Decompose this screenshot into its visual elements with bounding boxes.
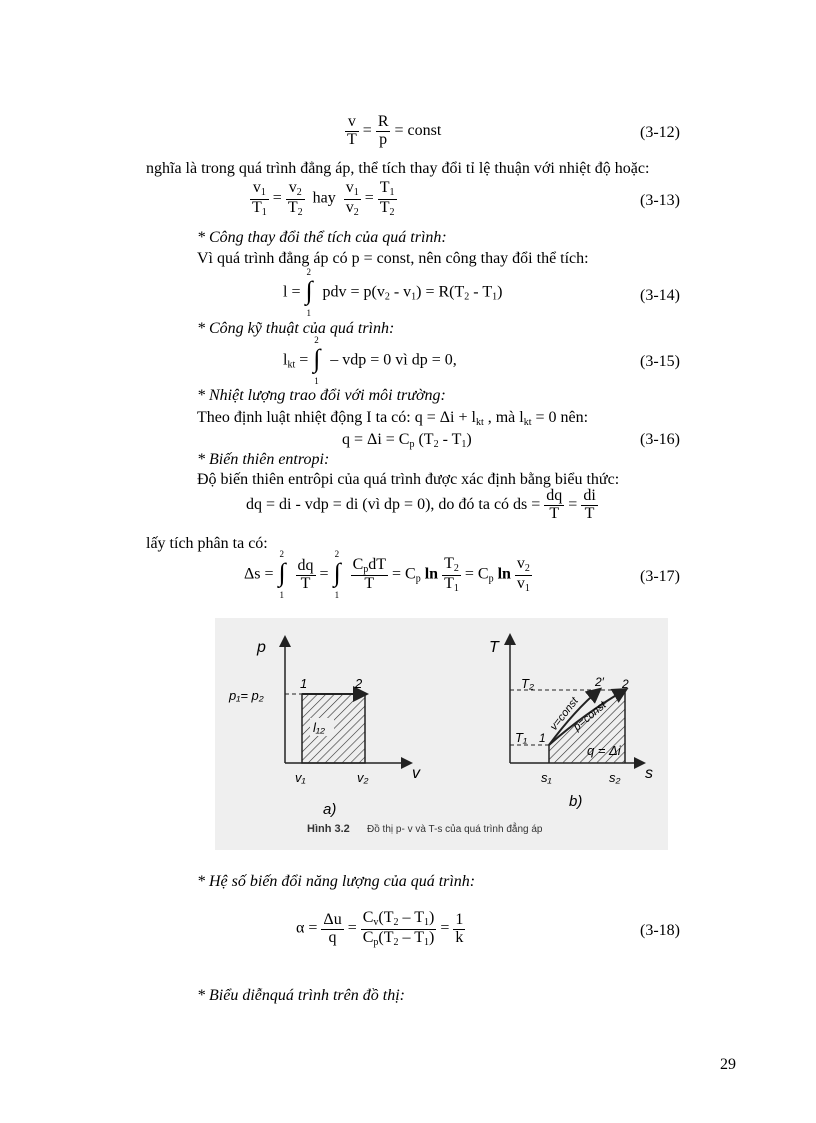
body-text: lấy tích phân ta có: bbox=[146, 535, 268, 552]
label-v-const: v=const bbox=[547, 695, 581, 733]
body-text: Độ biến thiên entrôpi của quá trình được xác định bằng biểu thức: bbox=[197, 471, 620, 488]
symbol: v bbox=[288, 179, 297, 196]
equation-3-15: $l_{kt}$ = 2 ∫ 1 – vdp = 0 vì dp = 0, bbox=[283, 335, 457, 386]
body-text: Theo định luật nhiệt động I ta có: $q = \Delta i + l_{kt}$ , mà $l_{kt} = 0$ nên: bbox=[197, 409, 589, 428]
equation-text: l = bbox=[283, 283, 301, 301]
section-heading: * Biến thiên entropi: bbox=[197, 451, 330, 468]
area-label-l12: l₁₂ bbox=[313, 720, 325, 735]
equation-number: (3-14) bbox=[640, 287, 680, 304]
subscript: kt bbox=[287, 359, 296, 371]
body-text: nghĩa là trong quá trình đẳng áp, thể tích thay đổi tỉ lệ thuận với nhiệt độ hoặc: bbox=[146, 160, 650, 177]
label-s2: s₂ bbox=[609, 770, 621, 785]
section-heading: * Công thay đổi thể tích của quá trình: bbox=[197, 229, 447, 246]
symbol: T bbox=[379, 179, 390, 196]
body-text: Vì quá trình đẳng áp có p = const, nên công thay đổi thể tích: bbox=[197, 250, 589, 267]
point-1: 1 bbox=[539, 731, 546, 745]
section-heading: * Hệ số biến đổi năng lượng của quá trình: bbox=[197, 873, 476, 890]
equation-text: = const bbox=[394, 121, 442, 139]
symbol: v bbox=[345, 198, 354, 216]
axis-label-T: T bbox=[489, 639, 499, 656]
fraction-denominator: p bbox=[379, 130, 388, 148]
area-label-q: q = Δi bbox=[587, 743, 621, 758]
integral-sign: 2 ∫ 1 bbox=[278, 549, 286, 600]
axis-label-v: v bbox=[412, 765, 420, 782]
axis-label-s: s bbox=[645, 765, 653, 782]
subfigure-label-b: b) bbox=[569, 793, 583, 810]
equation-text: hay bbox=[312, 189, 336, 207]
integral-sign: 2 ∫ 1 bbox=[313, 335, 321, 386]
entropy-equation: dq = di - vdp = di (vì dp = 0), do đó ta có ds = $\frac{dq}{T}$ = $\frac{di}{T}$ bbox=[246, 487, 596, 522]
equation-number: (3-12) bbox=[640, 124, 680, 141]
label-p-const: p=const bbox=[571, 699, 609, 734]
point-1: 1 bbox=[300, 676, 308, 691]
label-T2: T₂ bbox=[521, 676, 534, 691]
equation-3-18: α = $\frac{\Delta u}{q}$ = $\frac{C_v(T_2 - T_1)}{C_p(T_2 - T_1)}$ = $\frac{1}{k}$ bbox=[296, 909, 464, 948]
section-heading: * Nhiệt lượng trao đổi với môi trường: bbox=[197, 387, 446, 404]
symbol: T bbox=[252, 198, 262, 216]
equation-number: (3-18) bbox=[640, 922, 680, 939]
equation-3-17: Δs = 2 ∫ 1 $\frac{dq}{T}$ = 2 ∫ 1 $\frac{C_pdT}{T}$ = $C_p$ ln $\frac{T_2}{T_1}$ = $C_p$ ln $\frac{v_2}{v_1}$ bbox=[244, 549, 530, 600]
fraction-denominator: T bbox=[347, 130, 357, 148]
subfigure-label-a: a) bbox=[323, 801, 337, 818]
label-p1-p2: p₁= p₂ bbox=[229, 688, 264, 703]
section-heading: * Công kỹ thuật của quá trình: bbox=[197, 320, 395, 337]
equation-number: (3-15) bbox=[640, 353, 680, 370]
integral-sign: 2 ∫ 1 bbox=[333, 549, 341, 600]
label-v2: v₂ bbox=[357, 770, 369, 785]
fraction-numerator: v bbox=[345, 114, 359, 132]
equation-text: ) bbox=[497, 283, 503, 301]
fraction-numerator: R bbox=[377, 113, 389, 130]
integral-sign: 2 ∫ 1 bbox=[305, 267, 313, 318]
equation-text: - T bbox=[469, 283, 493, 301]
equation-3-16: $q = \Delta i = C_p$ $(T_2 - T_1)$ bbox=[342, 431, 472, 450]
symbol: T bbox=[379, 198, 390, 216]
figure-caption: Đồ thị p- v và T-s của quá trình đẳng áp bbox=[367, 824, 543, 835]
equation-3-13: $\frac{v_1}{T_1}$ = $\frac{v_2}{T_2}$ hay $\frac{v_1}{v_2}$ = $\frac{T_1}{T_2}$ bbox=[252, 179, 395, 218]
equation-text: l bbox=[283, 351, 288, 369]
equation-3-12: $\frac{v}{T}$ = $\frac{R}{p}$ = const bbox=[347, 113, 442, 148]
point-2: 2 bbox=[355, 676, 363, 691]
symbol: v bbox=[345, 179, 354, 196]
symbol: v bbox=[252, 179, 261, 196]
section-heading: * Biểu diễnquá trình trên đồ thị: bbox=[197, 987, 405, 1004]
symbol: T bbox=[287, 198, 298, 216]
equation-number: (3-13) bbox=[640, 192, 680, 209]
equation-number: (3-16) bbox=[640, 431, 680, 448]
point-2: 2 bbox=[622, 677, 629, 691]
equation-text: – vdp = 0 vì dp = 0, bbox=[330, 351, 457, 369]
equation-text: - v bbox=[389, 283, 412, 301]
equation-text: pdv = p(v bbox=[322, 283, 385, 301]
figure-caption-prefix: Hình 3.2 bbox=[307, 823, 350, 835]
figure-3-2 bbox=[215, 618, 668, 850]
label-s1: s₁ bbox=[541, 770, 552, 785]
figure-diagrams bbox=[215, 618, 668, 850]
axis-label-p: p bbox=[257, 639, 266, 656]
label-v1: v₁ bbox=[295, 770, 306, 785]
label-T1: T₁ bbox=[515, 730, 528, 745]
point-2-prime: 2′ bbox=[595, 675, 604, 689]
equation-3-14: l = 2 ∫ 1 pdv = $p(v_2 - v_1) = R(T_2 - T_1)$ bbox=[283, 267, 503, 318]
equation-number: (3-17) bbox=[640, 568, 680, 585]
page-number: 29 bbox=[720, 1056, 736, 1073]
equation-text: ) = R(T bbox=[416, 283, 465, 301]
